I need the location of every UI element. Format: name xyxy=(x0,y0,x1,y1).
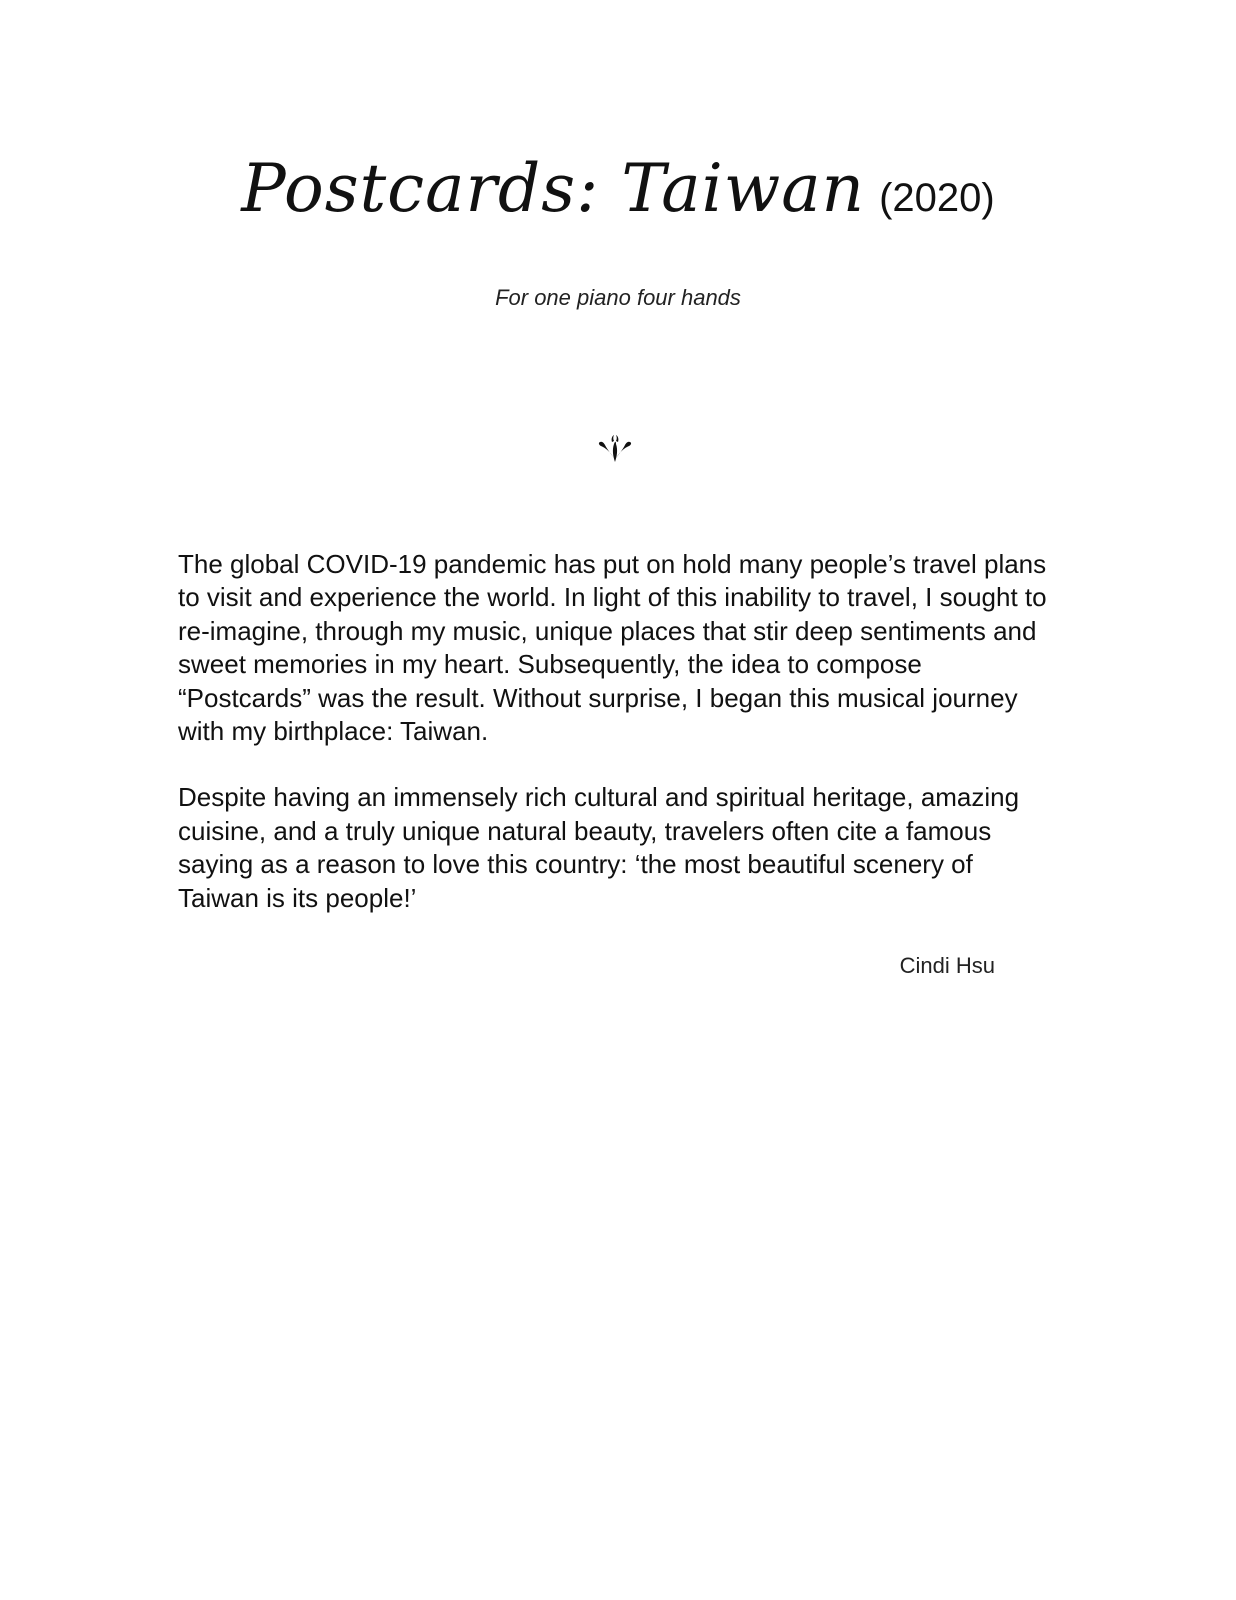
paragraph-1: The global COVID-19 pandemic has put on hold many people’s travel plans to visit and experience the world. In light of this inability to travel, I sought to re-imagine, through my music, unique places that stir deep sentiments and sweet memories in my heart. Subsequently, the idea to compose “Postcards” was the result. Without surprise, I began this musical journey with my birthplace: Taiwan. xyxy=(178,549,1047,747)
subtitle: For one piano four hands xyxy=(495,285,741,310)
title-year: (2020) xyxy=(879,176,995,220)
body-text xyxy=(178,548,1058,948)
fleuron-ornament-icon xyxy=(598,434,632,464)
title xyxy=(0,150,1236,227)
title-main: Postcards: Taiwan xyxy=(241,150,866,227)
signature: Cindi Hsu xyxy=(899,953,995,978)
paragraph-2: Despite having an immensely rich cultural and spiritual heritage, amazing cuisine, and a truly unique natural beauty, travelers often cite a famous saying as a reason to love this country: ‘the most beautiful scenery of Taiwan is its people!’ xyxy=(178,782,1020,913)
